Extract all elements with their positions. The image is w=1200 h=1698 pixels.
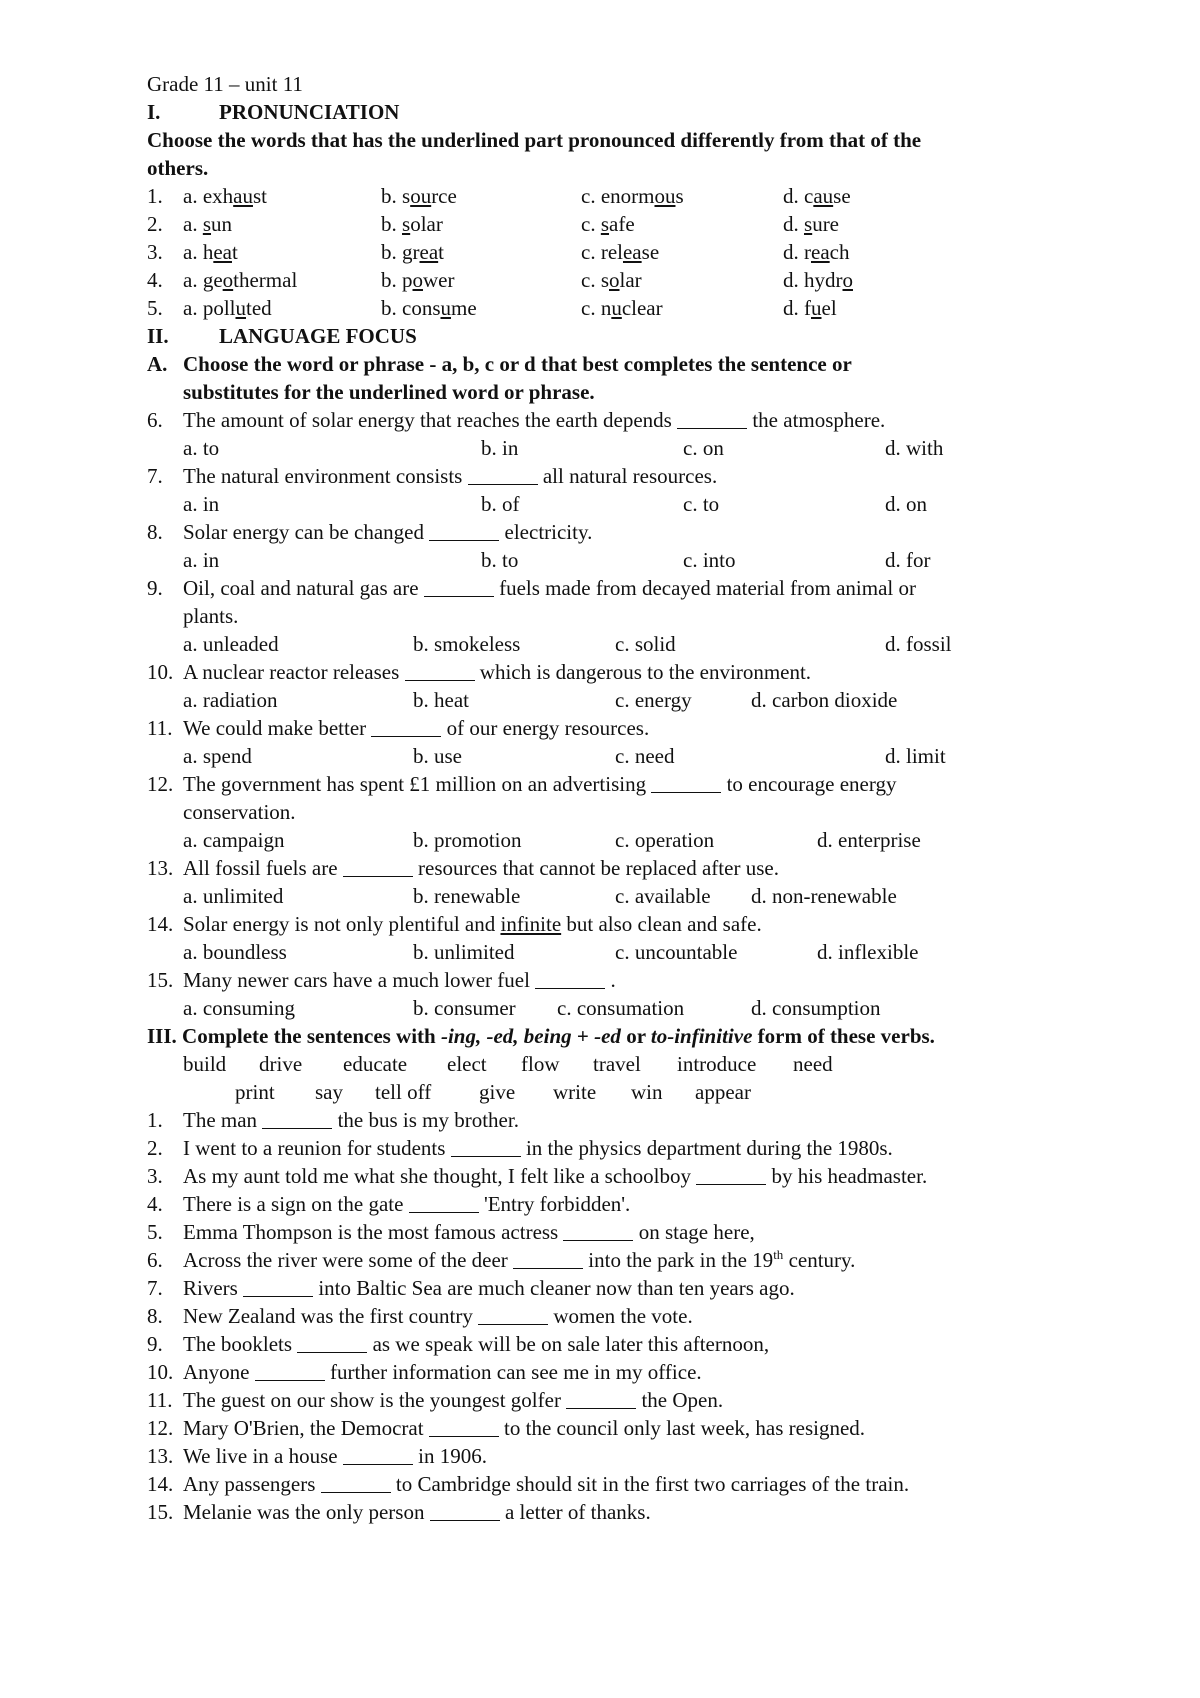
heading-text: +	[571, 1024, 595, 1048]
answer-option: b. smokeless	[413, 632, 521, 656]
underlined-part: ea	[419, 240, 439, 264]
section-1-instruction-line-1: Choose the words that has the underlined part pronounced differently from that of the	[147, 128, 922, 152]
sentence-item: 2. I went to a reunion for students in the physics department during the 1980s.	[147, 1136, 893, 1160]
answer-option: a. boundless	[183, 940, 287, 964]
answer-blank	[409, 1192, 479, 1213]
underlined-part: s	[804, 212, 813, 236]
answer-blank	[677, 408, 747, 429]
answer-option: c. energy	[615, 688, 692, 712]
verb-word: flow	[521, 1052, 560, 1076]
verb-word: drive	[259, 1052, 303, 1076]
instruction-text: Choose the word or phrase - a, b, c or d that best completes the sentence or	[183, 352, 852, 376]
option: b. source	[381, 184, 457, 208]
option: d. sure	[783, 212, 840, 236]
verb-word: tell off	[375, 1080, 432, 1104]
answer-option: d. consumption	[751, 996, 881, 1020]
underlined-part: u	[611, 296, 622, 320]
answer-option: a. in	[183, 548, 220, 572]
answer-blank	[451, 1136, 521, 1157]
underlined-part: o	[412, 268, 423, 292]
answer-blank	[696, 1164, 766, 1185]
answer-option: d. for	[885, 548, 931, 572]
underlined-part: s	[402, 212, 411, 236]
answer-option: d. with	[885, 436, 944, 460]
underlined-part: o	[609, 268, 620, 292]
subsection-a-instruction-line-1	[147, 350, 1067, 378]
option: d. fuel	[783, 296, 837, 320]
answer-blank	[430, 1500, 500, 1521]
answer-option: c. into	[683, 548, 736, 572]
answer-option: a. radiation	[183, 688, 278, 712]
sentence-item: 15. Melanie was the only person a letter of thanks.	[147, 1500, 651, 1524]
answer-options	[147, 686, 1067, 714]
answer-options	[147, 882, 1067, 910]
underlined-part: ea	[622, 240, 642, 264]
answer-blank	[262, 1108, 332, 1129]
answer-option: c. consumation	[557, 996, 685, 1020]
sentence-item: 14. Any passengers to Cambridge should sit in the first two carriages of the train.	[147, 1472, 910, 1496]
answer-option: d. limit	[885, 744, 946, 768]
answer-option: a. unlimited	[183, 884, 284, 908]
answer-blank	[343, 1444, 413, 1465]
answer-option: b. unlimited	[413, 940, 515, 964]
question-stem: 9. Oil, coal and natural gas are fuels made from decayed material from animal or	[147, 576, 916, 600]
question-stem: 10. A nuclear reactor releases which is dangerous to the environment.	[147, 660, 812, 684]
question-stem: 14. Solar energy is not only plentiful and infinite but also clean and safe.	[147, 912, 762, 936]
answer-options	[147, 490, 1067, 518]
sentence-number: 5.	[147, 1220, 163, 1244]
question-number: 11.	[147, 716, 173, 740]
verb-word: win	[631, 1080, 663, 1104]
answer-options	[147, 938, 1067, 966]
sentence-number: 12.	[147, 1416, 174, 1440]
answer-blank	[566, 1388, 636, 1409]
sentence-item: 6. Across the river were some of the deer into the park in the 19th century.	[147, 1247, 856, 1272]
pronunciation-item	[147, 266, 1067, 294]
underlined-part: u	[811, 296, 822, 320]
answer-option: b. promotion	[413, 828, 522, 852]
sentence-number: 9.	[147, 1332, 163, 1356]
answer-option: a. in	[183, 492, 220, 516]
answer-blank	[343, 856, 413, 877]
underlined-part: u	[440, 296, 451, 320]
answer-blank	[429, 1416, 499, 1437]
answer-option: c. to	[683, 492, 720, 516]
question-stem: 12. The government has spent £1 million on an advertising to encourage energy	[147, 772, 897, 796]
answer-blank	[478, 1304, 548, 1325]
option: c. safe	[581, 212, 635, 236]
underlined-part: u	[235, 296, 246, 320]
option: a. sun	[183, 212, 233, 236]
question-stem: 13. All fossil fuels are resources that cannot be replaced after use.	[147, 856, 779, 880]
question-continuation: plants.	[183, 604, 239, 628]
verb-word: say	[315, 1080, 343, 1104]
answer-option: c. solid	[615, 632, 676, 656]
answer-option: b. heat	[413, 688, 469, 712]
sentence-item: 4. There is a sign on the gate 'Entry forbidden'.	[147, 1192, 631, 1216]
answer-option: c. need	[615, 744, 675, 768]
option: b. power	[381, 268, 455, 292]
pronunciation-item	[147, 238, 1067, 266]
sentence-item: 7. Rivers into Baltic Sea are much cleaner now than ten years ago.	[147, 1276, 795, 1300]
section-2-heading	[147, 322, 1067, 350]
item-number: 1.	[147, 184, 163, 208]
question-number: 8.	[147, 520, 163, 544]
answer-option: c. on	[683, 436, 724, 460]
verb-list-row-2	[147, 1078, 1067, 1106]
answer-option: b. consumer	[413, 996, 516, 1020]
question-number: 10.	[147, 660, 174, 684]
sentence-number: 4.	[147, 1192, 163, 1216]
section-1-heading	[147, 98, 1067, 126]
question-continuation: conservation.	[183, 800, 296, 824]
section-number: II.	[147, 324, 169, 348]
answer-blank	[243, 1276, 313, 1297]
sentence-number: 7.	[147, 1276, 163, 1300]
sentence-item: 5. Emma Thompson is the most famous actress on stage here,	[147, 1220, 755, 1244]
answer-option: d. on	[885, 492, 927, 516]
option: b. consume	[381, 296, 477, 320]
answer-blank	[651, 772, 721, 793]
sentence-item: 8. New Zealand was the first country women the vote.	[147, 1304, 693, 1328]
verb-word: build	[183, 1052, 227, 1076]
underlined-word: infinite	[500, 912, 562, 936]
answer-blank	[563, 1220, 633, 1241]
pronunciation-item	[147, 182, 1067, 210]
sentence-number: 1.	[147, 1108, 163, 1132]
worksheet-page	[147, 70, 1067, 1526]
answer-option: d. enterprise	[817, 828, 921, 852]
underlined-part: au	[813, 184, 834, 208]
subsection-label: A.	[147, 352, 168, 376]
verb-word: write	[553, 1080, 597, 1104]
section-1-instruction-line-2: others.	[147, 156, 209, 180]
sentence-number: 8.	[147, 1304, 163, 1328]
verb-word: give	[479, 1080, 516, 1104]
section-number: I.	[147, 100, 161, 124]
question-number: 15.	[147, 968, 174, 992]
sentence-item: 10. Anyone further information can see me in my office.	[147, 1360, 702, 1384]
answer-option: d. fossil	[885, 632, 952, 656]
multiple-choice-questions	[147, 406, 1067, 1022]
answer-blank	[429, 520, 499, 541]
answer-blank	[321, 1472, 391, 1493]
question-number: 7.	[147, 464, 163, 488]
answer-option: a. consuming	[183, 996, 295, 1020]
option: c. release	[581, 240, 660, 264]
verb-word: appear	[695, 1080, 751, 1104]
underlined-part: ea	[213, 240, 232, 264]
underlined-part: s	[202, 212, 212, 236]
answer-blank	[513, 1248, 583, 1269]
heading-italic: to-infinitive	[650, 1024, 753, 1048]
answer-options	[147, 630, 1067, 658]
verb-list-row-1	[147, 1050, 1067, 1078]
option: d. reach	[783, 240, 850, 264]
section-title: PRONUNCIATION	[219, 100, 400, 124]
heading-text: Complete the sentences with	[176, 1024, 441, 1048]
answer-option: c. uncountable	[615, 940, 738, 964]
answer-option: c. available	[615, 884, 711, 908]
answer-option: b. to	[481, 548, 519, 572]
answer-options	[147, 434, 1067, 462]
underlined-part: o	[222, 268, 234, 292]
question-number: 6.	[147, 408, 163, 432]
answer-option: a. to	[183, 436, 220, 460]
answer-blank	[371, 716, 441, 737]
answer-option: b. renewable	[413, 884, 521, 908]
option: c. solar	[581, 268, 642, 292]
answer-blank	[297, 1332, 367, 1353]
heading-italic: -ing, -ed, being	[440, 1024, 572, 1048]
answer-option: d. inflexible	[817, 940, 919, 964]
question-stem: 7. The natural environment consists all natural resources.	[147, 464, 718, 488]
sentence-number: 2.	[147, 1136, 163, 1160]
question-number: 9.	[147, 576, 163, 600]
pronunciation-questions	[147, 182, 1067, 322]
section-number: III.	[147, 1024, 177, 1048]
page-header: Grade 11 – unit 11	[147, 72, 303, 96]
option: b. solar	[381, 212, 443, 236]
option: b. great	[381, 240, 444, 264]
sentence-number: 11.	[147, 1388, 173, 1412]
option: a. heat	[183, 240, 238, 264]
answer-blank	[468, 464, 538, 485]
answer-options	[147, 994, 1067, 1022]
verb-word: educate	[343, 1052, 408, 1076]
sentence-number: 3.	[147, 1164, 163, 1188]
option: a. exhaust	[183, 184, 267, 208]
sentence-number: 10.	[147, 1360, 174, 1384]
underlined-part: o	[842, 268, 853, 292]
option: c. enormous	[581, 184, 684, 208]
subsection-a-instruction-line-2: substitutes for the underlined word or phrase.	[183, 380, 595, 404]
question-number: 13.	[147, 856, 174, 880]
question-stem: 11. We could make better of our energy resources.	[147, 716, 650, 740]
verb-word: introduce	[677, 1052, 757, 1076]
pronunciation-item	[147, 210, 1067, 238]
question-stem: 15. Many newer cars have a much lower fuel .	[147, 968, 616, 992]
sentence-item: 9. The booklets as we speak will be on sale later this afternoon,	[147, 1332, 770, 1356]
heading-text: or	[620, 1024, 651, 1048]
underlined-part: ou	[654, 184, 676, 208]
sentence-number: 14.	[147, 1472, 174, 1496]
section-title: LANGUAGE FOCUS	[219, 324, 417, 348]
option: c. nuclear	[581, 296, 663, 320]
answer-option: a. campaign	[183, 828, 285, 852]
option: d. cause	[783, 184, 851, 208]
underlined-part: s	[600, 212, 610, 236]
option: a. polluted	[183, 296, 272, 320]
item-number: 2.	[147, 212, 163, 236]
sentence-item: 1. The man the bus is my brother.	[147, 1108, 519, 1132]
answer-option: b. use	[413, 744, 462, 768]
sentence-number: 15.	[147, 1500, 174, 1524]
question-stem: 6. The amount of solar energy that reaches the earth depends the atmosphere.	[147, 408, 886, 432]
item-number: 3.	[147, 240, 163, 264]
question-stem: 8. Solar energy can be changed electricity.	[147, 520, 593, 544]
answer-blank	[255, 1360, 325, 1381]
verb-word: travel	[593, 1052, 641, 1076]
sentence-number: 6.	[147, 1248, 163, 1272]
heading-italic: -ed	[594, 1024, 621, 1048]
underlined-part: ea	[811, 240, 830, 264]
answer-blank	[535, 968, 605, 989]
answer-options	[147, 826, 1067, 854]
pronunciation-item	[147, 294, 1067, 322]
verb-word: elect	[447, 1052, 487, 1076]
sentence-number: 13.	[147, 1444, 174, 1468]
answer-option: d. non-renewable	[751, 884, 897, 908]
answer-blank	[424, 576, 494, 597]
superscript: th	[773, 1247, 784, 1262]
verb-word: print	[235, 1080, 275, 1104]
sentence-item: 11. The guest on our show is the youngest golfer the Open.	[147, 1388, 724, 1412]
question-number: 12.	[147, 772, 174, 796]
answer-option: b. of	[481, 492, 520, 516]
answer-option: d. carbon dioxide	[751, 688, 898, 712]
answer-option: a. spend	[183, 744, 252, 768]
answer-options	[147, 546, 1067, 574]
answer-option: b. in	[481, 436, 519, 460]
answer-blank	[405, 660, 475, 681]
answer-option: c. operation	[615, 828, 715, 852]
sentence-item: 12. Mary O'Brien, the Democrat to the council only last week, has resigned.	[147, 1416, 866, 1440]
option: a. geothermal	[183, 268, 298, 292]
item-number: 4.	[147, 268, 163, 292]
heading-text: form of these verbs.	[752, 1024, 935, 1048]
option: d. hydro	[783, 268, 853, 292]
answer-option: a. unleaded	[183, 632, 279, 656]
underlined-part: au	[233, 184, 253, 208]
question-number: 14.	[147, 912, 174, 936]
answer-options	[147, 742, 1067, 770]
verb-form-sentences	[147, 1106, 1067, 1526]
sentence-item: 3. As my aunt told me what she thought, I felt like a schoolboy by his headmaster.	[147, 1164, 928, 1188]
section-3-heading	[147, 1022, 1067, 1050]
sentence-item: 13. We live in a house in 1906.	[147, 1444, 487, 1468]
verb-word: need	[793, 1052, 833, 1076]
item-number: 5.	[147, 296, 163, 320]
underlined-part: ou	[410, 184, 432, 208]
